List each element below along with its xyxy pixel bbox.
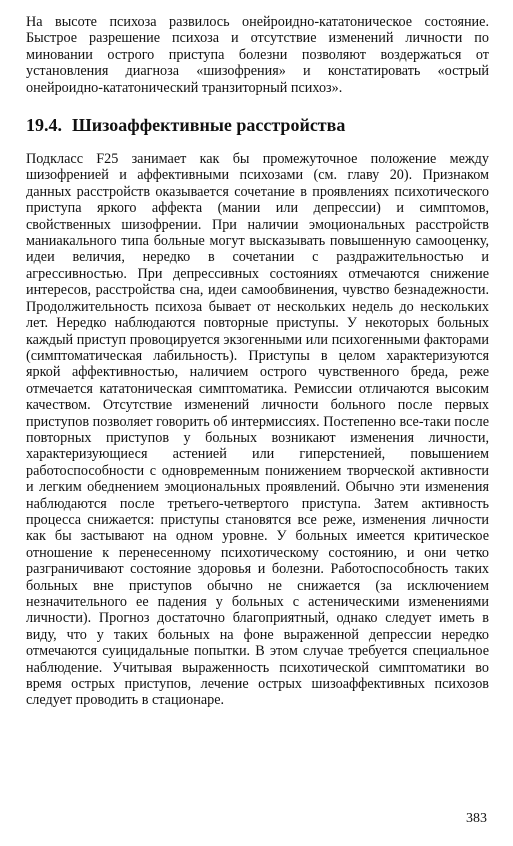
intro-paragraph: На высоте психоза развилось онейроидно-кататоническое состояние. Быстрое разрешение психоза и отсутствие изменений личности по миновании острого приступа болезни позволяют воздержаться от установления диагноза «шизофрения» и констатировать «острый онейроидно-кататонический транзиторный психоз». xyxy=(26,14,489,96)
body-paragraph: Подкласс F25 занимает как бы промежуточное положение между шизофренией и аффективными психозами (см. главу 20). Признаком данных расстройств оказывается сочетание в проявлениях психотического приступа яркого аффекта (мании или депрессии) и симптомов, свойственных шизофрении. При наличии эмоциональных расстройств маниакального типа больные могут высказывать повышенную самооценку, идеи величия, нередко в сочетании с раздражительностью и агрессивностью. При депрессивных состояниях отмечаются снижение интересов, расстройства сна, идеи самообвинения, чувство безнадежности. Продолжительность психоза бывает от нескольких недель до нескольких лет. Нередко наблюдаются повторные приступы. У некоторых больных каждый приступ провоцируется экзогенными или психогенными факторами (симптоматическая лабильность). Приступы в целом характеризуются яркой аффективностью, наличием острого чувственного бреда, реже отмечается кататоническая симптоматика. Ремиссии отличаются высоким качеством. Отсутствие изменений личности больного после первых приступов позволяет говорить об интермиссиях. Постепенно все-таки после повторных приступов у больных возникают изменения личности, характеризующиеся астенией или гиперстенией, повышением работоспособности с одновременным понижением творческой активности и легким обеднением эмоциональных проявлений. Обычно эти изменения наблюдаются после третьего-четвертого приступа. Затем активность процесса снижается: приступы становятся все реже, изменения личности как бы застывают на одном уровне. У больных имеется критическое отношение к перенесенному психотическому состоянию, и они четко разграничивают состояние здоровья и болезни. Работоспособность таких больных вне приступов обычно не снижается (за исключением незначительного ее падения у больных с астеническими изменениями личности). Прогноз достаточно благоприятный, однако следует иметь в виду, что у таких больных на фоне выраженной депрессии нередко отмечаются суицидальные попытки. В этом случае требуется специальное наблюдение. Учитывая выраженность психотической симптоматики во время острых приступов, лечение острых шизоаффективных психозов следует проводить в стационаре. xyxy=(26,151,489,709)
page-number: 383 xyxy=(466,811,487,826)
section-title: Шизоаффективные расстройства xyxy=(72,115,346,136)
section-number: 19.4. xyxy=(26,115,62,136)
section-heading xyxy=(26,114,489,136)
